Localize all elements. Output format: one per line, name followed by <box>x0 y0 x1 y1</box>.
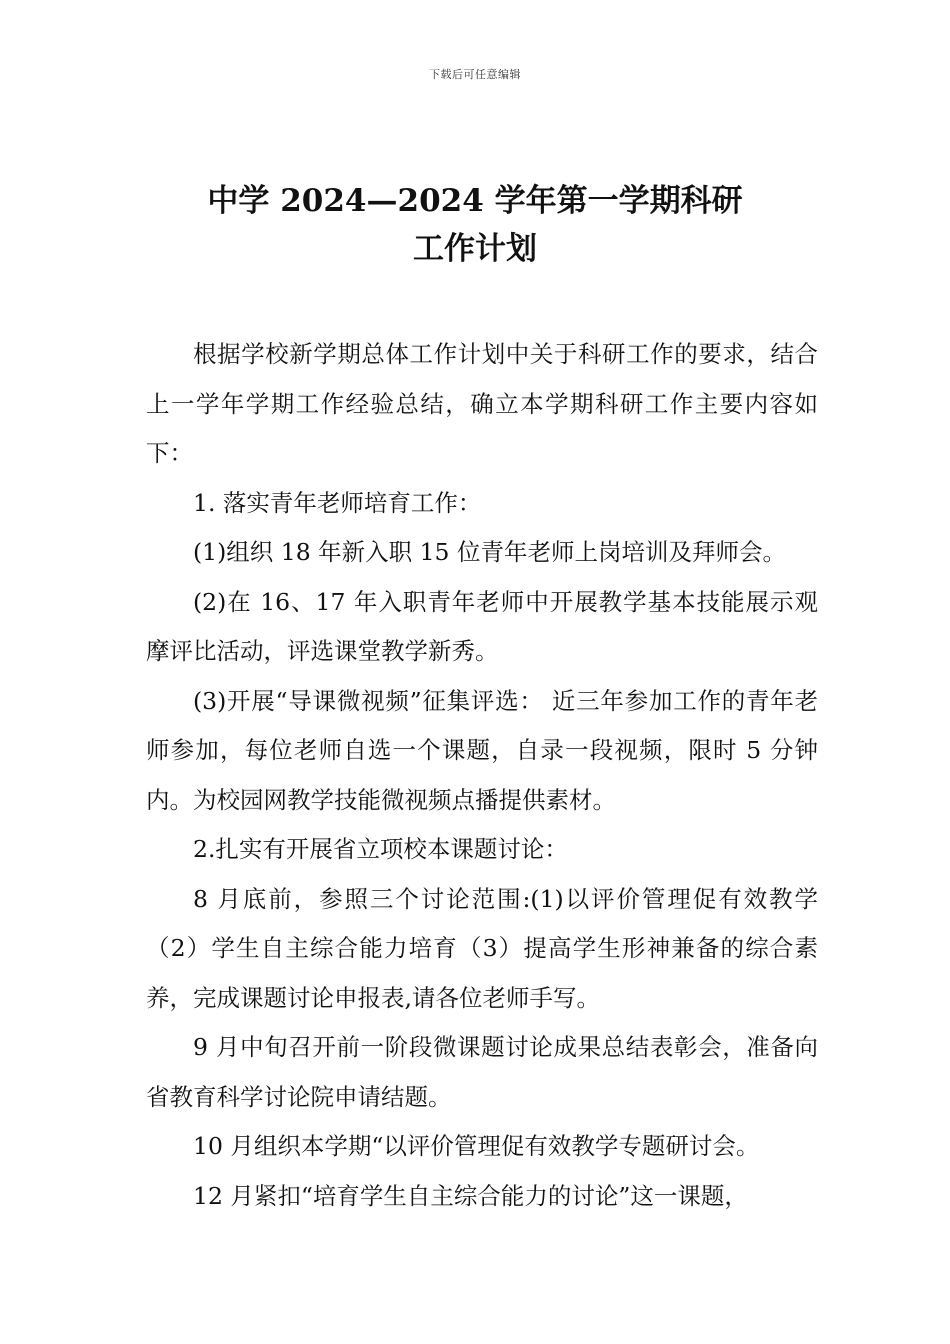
paragraph: 根据学校新学期总体工作计划中关于科研工作的要求，结合上一学年学期工作经验总结，确立本学期科研工作主要内容如下： <box>146 340 818 467</box>
title-line-1: 中学 2024—2024 学年第一学期科研 <box>207 183 743 219</box>
document-title <box>0 177 950 273</box>
header-note: 下载后可任意编辑 <box>429 68 521 81</box>
paragraph: 12 月紧扣“培育学生自主综合能力的讨论”这一课题， <box>193 1181 748 1210</box>
paragraph: 10 月组织本学期“以评价管理促有效教学专题研讨会。 <box>193 1132 760 1160</box>
paragraph: 9 月中旬召开前一阶段微课题讨论成果总结表彰会，准备向省教育科学讨论院申请结题。 <box>146 1033 818 1111</box>
title-line-2: 工作计划 <box>413 231 537 267</box>
paragraph: (3)开展“导课微视频”征集评选： 近三年参加工作的青年老师参加，每位老师自选一个课题，自录一段视频，限时 5 分钟内。为校园网教学技能微视频点播提供素材。 <box>146 686 818 814</box>
paragraph: 2.扎实有开展省立项校本课题讨论： <box>193 835 568 863</box>
paragraph: (1)组织 18 年新入职 15 位青年老师上岗培训及拜师会。 <box>193 538 786 566</box>
document-body <box>146 330 818 1221</box>
paragraph: 1. 落实青年老师培育工作： <box>193 488 482 517</box>
paragraph: 8 月底前，参照三个讨论范围:(1)以评价管理促有效教学（2）学生自主综合能力培育（3）提高学生形神兼备的综合素养，完成课题讨论申报表,请各位老师手写。 <box>146 884 818 1012</box>
paragraph: (2)在 16、17 年入职青年老师中开展教学基本技能展示观摩评比活动，评选课堂教学新秀。 <box>146 587 818 665</box>
